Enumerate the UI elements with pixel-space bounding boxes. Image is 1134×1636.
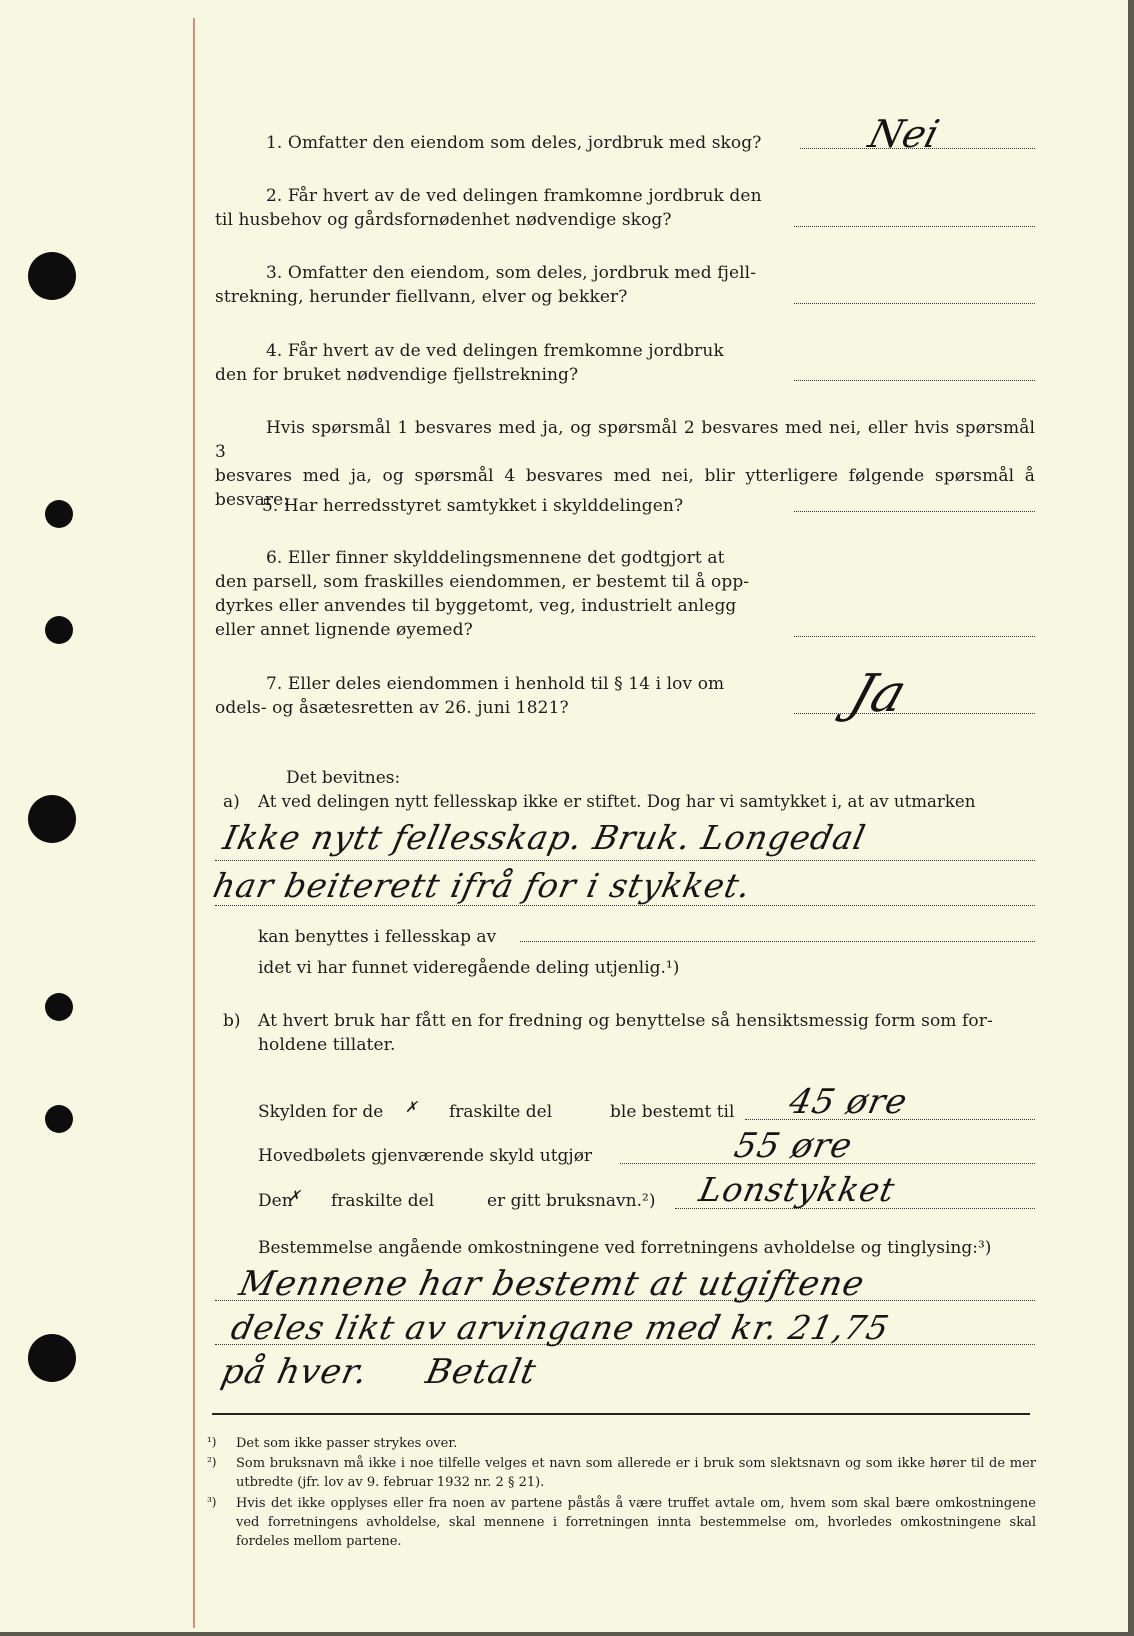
attest-b-line: At hvert bruk har fått en for fredning og benyttelse så hensiktsmessig form som for- (258, 1011, 993, 1031)
handwritten-line: Ikke nytt fellesskap. Bruk. Longedal (219, 818, 870, 857)
margin-line (193, 18, 195, 1628)
punch-hole (45, 616, 73, 644)
question-line: den parsell, som fraskilles eiendommen, er bestemt til å opp- (215, 572, 750, 592)
punch-hole (45, 500, 73, 528)
handwritten-answer: Nei (864, 112, 944, 156)
attest-b-line: holdene tillater. (258, 1035, 396, 1055)
skyld-label: ble bestemt til (610, 1102, 735, 1122)
handwritten-costs: deles likt av arvingane med kr. 21,75 (227, 1308, 893, 1347)
bruksnavn-label: Den (258, 1191, 293, 1211)
answer-line (794, 303, 1035, 304)
answer-line (794, 380, 1035, 381)
footnote-mark: ²) (207, 1455, 217, 1469)
attest-b-label: b) (223, 1011, 241, 1031)
further-text: idet vi har funnet videregående deling utjenlig.¹) (258, 958, 680, 978)
skyld-label: fraskilte del (449, 1102, 553, 1122)
question-7 (215, 672, 795, 720)
footnote-text: Som bruksnavn må ikke i noe tilfelle velges et navn som allerede er i bruk som slektsnavn og som ikke hører til de mer utbredte (jfr. lov av 9. februar 1932 nr. 2 § 21). (236, 1456, 1036, 1490)
common-text: kan benyttes i fellesskap av (258, 927, 497, 947)
handwriting-line (215, 905, 1035, 906)
question-line: 4. Får hvert av de ved delingen fremkomne jordbruk (266, 341, 724, 361)
footnote-rule (212, 1413, 1030, 1415)
punch-hole (28, 795, 76, 843)
question-line: 7. Eller deles eiendommen i henhold til § 14 i lov om (266, 674, 725, 694)
costs-line (215, 1344, 1035, 1345)
bruksnavn-label: er gitt bruksnavn.²) (487, 1191, 656, 1211)
question-line: odels- og åsætesretten av 26. juni 1821? (215, 698, 569, 718)
answer-line (794, 636, 1035, 637)
question-line: strekning, herunder fiellvann, elver og bekker? (215, 287, 628, 307)
attest-a-label: a) (223, 792, 240, 812)
question-line: til husbehov og gårdsfornødenhet nødvendige skog? (215, 210, 672, 230)
handwriting-line (215, 860, 1035, 861)
hovedbol-label: Hovedbølets gjenværende skyld utgjør (258, 1146, 593, 1166)
punch-hole (45, 1105, 73, 1133)
skyld-label: Skylden for de (258, 1102, 384, 1122)
answer-line (794, 713, 1035, 714)
question-line: 3. Omfatter den eiendom, som deles, jordbruk med fjell- (266, 263, 757, 283)
punch-hole (28, 252, 76, 300)
question-3 (215, 261, 795, 309)
condition-line: besvares med ja, og spørsmål 4 besvares med nei, blir ytterligere følgende spørsmål å besvare: (215, 466, 1035, 510)
question-text: 1. Omfatter den eiendom som deles, jordbruk med skog? (266, 133, 762, 153)
bruksnavn-label: fraskilte del (331, 1191, 435, 1211)
attest-heading: Det bevitnes: (286, 768, 401, 788)
question-text: 5. Har herredsstyret samtykket i skylddelingen? (262, 496, 684, 516)
costs-label: Bestemmelse angående omkostningene ved forretningens avholdelse og tinglysing:³) (258, 1238, 992, 1258)
costs-line (215, 1300, 1035, 1301)
handwritten-answer: Ja (842, 664, 914, 724)
question-5 (262, 494, 782, 518)
answer-line (794, 511, 1035, 512)
question-6 (215, 546, 795, 642)
common-line (520, 941, 1035, 942)
attest-b-text (258, 1009, 1035, 1057)
footnote-mark: ³) (207, 1495, 217, 1509)
answer-line (794, 226, 1035, 227)
condition-line: Hvis spørsmål 1 besvares med ja, og spørsmål 2 besvares med nei, eller hvis spørsmål 3 (215, 418, 1035, 462)
handwritten-skyld: 55 øre (730, 1126, 857, 1166)
handwritten-bruksnavn: Lonstykket (695, 1170, 899, 1209)
question-line: eller annet lignende øyemed? (215, 620, 473, 640)
question-line: 6. Eller finner skylddelingsmennene det godtgjort at (266, 548, 725, 568)
question-4 (215, 339, 795, 387)
strike-mark: ✗ (405, 1098, 418, 1116)
handwritten-costs: på hver. Betalt (217, 1352, 541, 1392)
handwritten-skyld: 45 øre (785, 1082, 912, 1122)
handwritten-line: har beiterett ifrå for i stykket. (209, 866, 755, 905)
footnote-text: Hvis det ikke opplyses eller fra noen av partene påstås å være truffet avtale om, hvem som skal bære omkostningene ved forretningens avholdelse, skal mennene i forretningen innta bestemmelse om, hvorledes omkostningene skal fordeles mellom partene. (236, 1496, 1036, 1549)
footnote-mark: ¹) (207, 1435, 217, 1449)
question-line: den for bruket nødvendige fjellstrekning? (215, 365, 579, 385)
question-line: dyrkes eller anvendes til byggetomt, veg, industrielt anlegg (215, 596, 737, 616)
question-1 (266, 131, 806, 155)
handwritten-costs: Mennene har bestemt at utgiftene (235, 1264, 869, 1304)
question-2 (215, 184, 795, 232)
punch-hole (45, 993, 73, 1021)
punch-hole (28, 1334, 76, 1382)
footnote-text: Det som ikke passer strykes over. (236, 1436, 458, 1451)
strike-mark: ✗ (288, 1187, 301, 1205)
question-line: 2. Får hvert av de ved delingen framkomne jordbruk den (266, 186, 762, 206)
attest-a-text: At ved delingen nytt fellesskap ikke er stiftet. Dog har vi samtykket i, at av utmarken (258, 792, 976, 811)
